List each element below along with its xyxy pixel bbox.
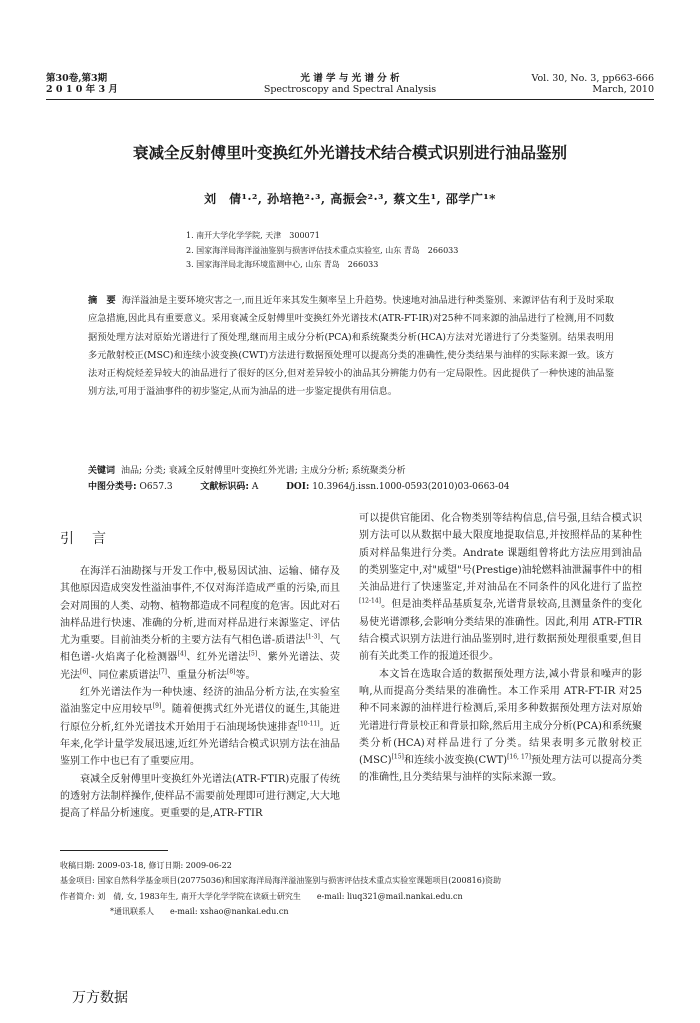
left-column xyxy=(60,563,340,822)
citation-mark: [16, 17] xyxy=(507,753,531,761)
intro-paragraph-2: 红外光谱法作为一种快速、经济的油品分析方法,在实验室溢油鉴定中应用较早[9]。随着便携式红外光谱仪的诞生,其能进行原位分析,红外光谱技术开始用于石油现场快速排查[10-11]。近年来,化学计量学发展迅速,近红外光谱结合模式识别方法在油品鉴别工作中也已有了重要应用。 xyxy=(60,687,341,768)
doc-code-label: 文献标识码: xyxy=(200,482,249,492)
keywords-text: 油品; 分类; 衰减全反射傅里叶变换红外光谱; 主成分分析; 系统聚类分析 xyxy=(121,466,406,476)
affiliation-3: 3. 国家海洋局北海环境监测中心, 山东 青岛 266033 xyxy=(186,260,379,269)
date-cn: 2 0 1 0 年 3 月 xyxy=(46,84,118,95)
abstract-text: 海洋溢油是主要环境灾害之一,而且近年来其发生频率呈上升趋势。快速地对油品进行种类鉴别、来源评估有利于及时采取应急措施,因此具有重要意义。采用衰减全反射傅里叶变换红外光谱技术(ATR-FT-IR)对25种不同来源的油品进行了检测,用不同数据预处理方法对原始光谱进行了预处理,继而用主成分分析(PCA)和系统聚类分析(HCA)方法对光谱进行了分类鉴别。结果表明用多元散射校正(MSC)和连续小波变换(CWT)方法进行数据预处理可以提高分类的准确性,使分类结果与油样的实际来源一致。该方法对正构烷烃差异较大的油品进行了很好的区分,但对差异较小的油品其分辨能力仍有一定局限性。因此提供了一种快速的油品鉴别方法,可用于溢油事件的初步鉴定,从而为油品的进一步鉴定提供有用信息。 xyxy=(88,295,614,398)
footnote-corresponding: *通讯联系人 e-mail: xshao@nankai.edu.cn xyxy=(110,906,289,916)
date-en: March, 2010 xyxy=(592,84,654,95)
volume-issue-en: Vol. 30, No. 3, pp663-666 xyxy=(531,73,654,84)
right-column xyxy=(359,510,642,787)
doi-value: 10.3964/j.issn.1000-0593(2010)03-0663-04 xyxy=(312,482,510,492)
doc-code-value: A xyxy=(251,482,259,492)
intro-paragraph-3: 衰减全反射傅里叶变换红外光谱法(ATR-FTIR)克服了传统的透射方法制样操作,使样品不需要前处理即可进行测定,大大地提高了样品分析速度。更重要的是,ATR-FTIR xyxy=(60,773,340,820)
intro-heading: 引 言 xyxy=(60,531,108,547)
citation-mark: [6] xyxy=(80,668,89,676)
citation-mark: [5] xyxy=(248,651,258,659)
volume-issue-cn: 第30卷,第3期 xyxy=(46,73,108,84)
right-paragraph-1: 可以提供官能团、化合物类别等结构信息,信号强,且结合模式识别方法可以从数据中最大限度地提取信息,并按照样品的某种性质对样品集进行分类。Andrate 课题组曾将此方法应用到油品的类别鉴定中,对"威望"号(Prestige)油轮燃料油泄漏事件中的相关油品进行了快速鉴定,并对油品在不同条件的风化进行了监控[12-14]。但是油类样品基质复杂,光谱背景较高,且测量条件的变化易使光谱漂移,会影响分类结果的准确性。因此,利用 ATR-FTIR 结合模式识别方法进行油品鉴别时,进行数据预处理很重要,但目前有关此类工作的报道还很少。 xyxy=(359,513,642,663)
citation-mark: [8] xyxy=(227,668,236,676)
keywords xyxy=(88,464,614,479)
footnote-received: 收稿日期: 2009-03-18, 修订日期: 2009-06-22 xyxy=(60,861,232,870)
citation-mark: [9] xyxy=(152,703,162,711)
citation-mark: [7] xyxy=(158,668,167,676)
footnote-author: 作者简介: 刘 倩, 女, 1983年生, 南开大学化学学院在读硕士研究生 e-mail: liuq321@mail.nankai.edu.cn xyxy=(60,891,463,901)
affiliations xyxy=(186,229,458,273)
citation-mark: [4] xyxy=(177,651,187,659)
intro-paragraph-1: 在海洋石油勘探与开发工作中,极易因试油、运输、储存及其他原因造成突发性溢油事件,不仅对海洋造成严重的污染,而且会对周围的人类、动物、植物都造成不同程度的危害。因此对石油样品进行快速、准确的分析,进而对样品进行来源鉴定、评估尤为重要。目前油类分析的主要方法有气相色谱-质谱法[1-3]、气相色谱-火焰离子化检测器[4]、红外光谱法[5]、紫外光谱法、荧光法[6]、同位素质谱法[7]、重量分析法[8]等。 xyxy=(60,566,341,681)
affiliation-1: 1. 南开大学化学学院, 天津 300071 xyxy=(186,231,320,240)
footnote-rule xyxy=(60,850,168,851)
abstract-label: 摘 要 xyxy=(88,295,116,306)
wanfang-watermark: 万方数据 xyxy=(72,990,128,1006)
abstract xyxy=(88,292,614,402)
keywords-label: 关键词 xyxy=(88,466,116,476)
clc-label: 中图分类号: xyxy=(88,482,137,492)
paper-title: 衰减全反射傅里叶变换红外光谱技术结合模式识别进行油品鉴别 xyxy=(132,144,567,162)
header-rule xyxy=(46,99,654,100)
citation-mark: [12-14] xyxy=(359,598,381,606)
clc-value: O657.3 xyxy=(139,482,173,492)
journal-title-en: Spectroscopy and Spectral Analysis xyxy=(263,84,437,95)
classification-line xyxy=(88,480,628,495)
citation-mark: [10-11] xyxy=(297,720,320,728)
journal-title-cn: 光 谱 学 与 光 谱 分 析 xyxy=(300,73,400,84)
footnote-fund: 基金项目: 国家自然科学基金项目(20775036)和国家海洋局海洋溢油鉴别与损害评估技术重点实验室课题项目(200816)资助 xyxy=(60,876,501,886)
affiliation-2: 2. 国家海洋局海洋溢油鉴别与损害评估技术重点实验室, 山东 青岛 266033 xyxy=(186,245,459,255)
citation-mark: [1-3] xyxy=(305,633,320,641)
footnotes xyxy=(60,858,660,919)
right-paragraph-2: 本文旨在选取合适的数据预处理方法,减小背景和噪声的影响,从而提高分类结果的准确性。本工作采用 ATR-FT-IR 对25种不同来源的油样进行检测后,采用多种数据预处理方法对原始光谱进行背景校正和背景扣除,然后用主成分分析(PCA)和系统聚类分析(HCA)对样品进行了分类。结果表明多元散射校正(MSC)[15]和连续小波变换(CWT)[16, 17]预处理方法可以提高分类的准确性,且分类结果与油样的实际来源一致。 xyxy=(359,668,643,784)
authors: 刘 倩¹·², 孙培艳²·³, 高振会²·³, 蔡文生¹, 邵学广¹* xyxy=(204,192,496,206)
citation-mark: [15] xyxy=(391,753,404,761)
doi-label: DOI: xyxy=(286,482,310,492)
